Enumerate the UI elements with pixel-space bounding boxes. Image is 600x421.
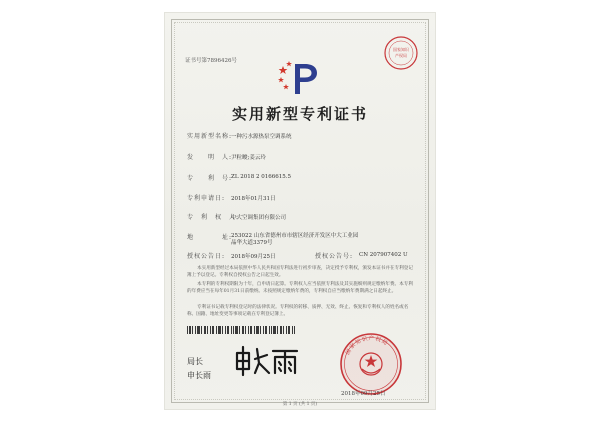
field-value-patent-number: ZL 2018 2 0166615.5	[231, 173, 291, 180]
page-footer: 第 1 页 (共 1 页)	[282, 402, 318, 407]
field-label-patent-number: 专 利 号:	[187, 175, 233, 182]
top-seal-icon	[383, 35, 419, 71]
field-label-filing-date: 专利申请日:	[187, 195, 226, 202]
field-label-inventor: 发 明 人:	[187, 154, 233, 161]
field-label-name: 实用新型名称:	[187, 133, 233, 140]
field-value-filing-date: 2018年01月31日	[231, 195, 276, 202]
field-label-address: 地 址:	[187, 234, 233, 241]
field-label-grant-number: 授权公告号:	[315, 253, 354, 260]
signature-role-label: 局长	[187, 357, 203, 366]
field-value-inventor: 尹粒畯;姜云玲	[231, 154, 266, 161]
body-paragraph-3: 专利证书记载专利权登记时的法律状况。专利权的转移、质押、无效、终止、恢复和专利权人的姓名或名称、国籍、地址变更等事项记载在专利登记簿上。	[187, 305, 409, 317]
patent-office-logo-icon	[277, 58, 321, 98]
field-value-address: 253022 山东省德州市市辖区经济开发区中大工业园晶华大道3379号	[231, 232, 359, 246]
field-value-name: 一种污水源热泵空调系统	[231, 133, 292, 140]
patent-certificate	[165, 13, 435, 409]
field-value-patentee: 中大空调集团有限公司	[231, 214, 287, 221]
svg-text:国家知识: 国家知识	[393, 47, 409, 52]
signature-name-label: 申长雨	[187, 371, 211, 380]
body-paragraph-2: 本专利的专利权期限为十年，自申请日起算。专利权人应当依照专利法及其实施细则规定缴纳年费。本专利的年费应当在每年01月31日前缴纳。未按照规定缴纳年费的，专利权自应当缴纳年费期满之日起终止。	[187, 282, 413, 294]
body-paragraph-1: 本实用新型经过本局依照中华人民共和国专利法进行初步审查，决定授予专利权，颁发本证书并在专利登记簿上予以登记。专利权自授权公告之日起生效。	[187, 266, 413, 278]
seal-date: 2018年09月25日	[341, 391, 386, 397]
barcode-icon	[187, 326, 295, 334]
svg-text:国家知识产权局: 国家知识产权局	[344, 335, 390, 357]
handwritten-signature-icon	[233, 343, 303, 379]
field-value-grant-date: 2018年09月25日	[231, 253, 276, 260]
certificate-number: 证书号第7896426号	[185, 58, 237, 64]
field-value-grant-number: CN 207907402 U	[359, 251, 408, 258]
svg-text:产权局: 产权局	[395, 53, 407, 58]
field-label-grant-date: 授权公告日:	[187, 253, 226, 260]
field-label-patentee: 专 利 权 人:	[187, 214, 240, 221]
certificate-title: 实用新型专利证书	[231, 105, 368, 123]
